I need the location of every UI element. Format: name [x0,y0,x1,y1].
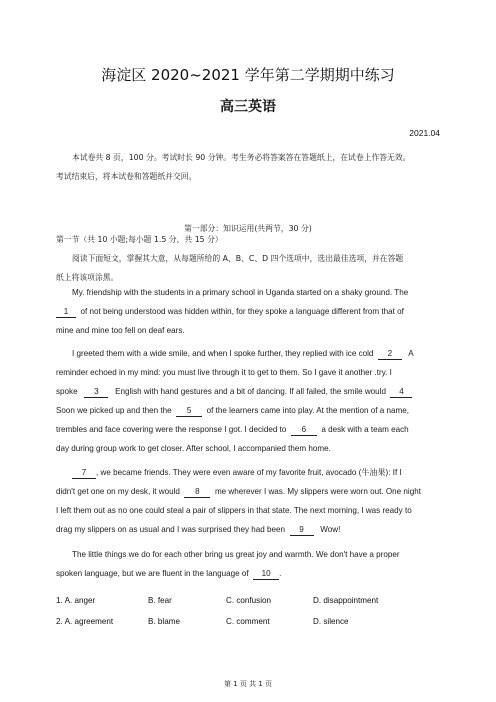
p2-line-5 [56,420,440,439]
exam-date: 2021.04 [409,128,440,138]
p2-text-e: spoke [56,387,78,396]
p4-text-c: . [279,569,282,578]
p2-text-g: Soon we picked up and then the [56,406,172,415]
p1-line-3: mine and mine too fell on deaf ears. [56,326,185,335]
blank-4: 4 [390,386,412,398]
passage-paragraph-2 [56,344,440,458]
p3-line-1 [56,463,440,482]
p3-line-4 [56,520,440,539]
page-footer: 第 1 页 共 1 页 [223,680,273,688]
option-a[interactable]: A. agreement [64,617,114,626]
part-heading: 第一部分：知识运用(共两节，30 分) [184,224,312,233]
question-number: 1. [56,596,63,605]
p2-line-1 [56,344,440,363]
passage-paragraph-1 [56,283,440,340]
p3-text-b: didn't get one on my desk, it would [56,487,180,496]
passage-paragraph-3 [56,463,440,539]
blank-2: 2 [378,348,402,360]
blank-8: 8 [184,486,210,498]
option-c[interactable]: C. confusion [226,596,271,605]
intro-line-1: 本试卷共 8 页，100 分。考试时长 90 分钟。考生务必将答案答在答题纸上，在试卷上作答无效。 [72,153,411,162]
question-2-options [56,617,456,629]
p2-text-a: I greeted them with a wide smile, and when I spoke further, they replied with ice cold [72,349,374,358]
p2-text-i: trembles and face covering were the response I got. I decided to [56,425,287,434]
option-d[interactable]: D. disappointment [313,596,379,605]
option-b[interactable]: B. blame [148,617,180,626]
p2-text-j: a desk with a team each [321,425,409,434]
exam-title: 海淀区 2020~2021 学年第二学期期中练习 [101,66,395,84]
p3-text-f: Wow! [320,525,341,534]
blank-1: 1 [56,306,76,318]
blank-3: 3 [84,386,108,398]
p3-text-e: drag my slippers on as usual and I was surprised they had been [56,525,286,534]
p2-text-f: English with hand gestures and a bit of dancing. If all failed, the smile would [115,387,386,396]
option-d[interactable]: D. silence [313,617,349,626]
blank-9: 9 [290,524,314,536]
p4-text-b: spoken language, but we are fluent in the language of [56,569,249,578]
question-number: 2. [56,617,63,626]
exam-subtitle: 高三英语 [220,99,276,115]
p4-line-2 [56,564,440,583]
p2-text-c: A [408,349,414,358]
p2-line-6: day during group work to get closer. After school, I accompanied them home. [56,444,331,453]
p2-line-2: reminder echoed in my mind: you must live through it to get to them. So I gave it another .try. I [56,368,392,377]
section-heading: 第一节（共 10 小题;每小题 1.5 分，共 15 分） [56,235,223,244]
blank-7: 7 [72,467,96,479]
p2-line-4 [56,401,440,420]
p1-text: of not being understood was hidden within, for they spoke a language different from that of [80,307,404,316]
p3-text-a: , we became friends. They were even aware of my favorite fruit, avocado (牛油果): If I [96,468,402,477]
option-b[interactable]: B. fear [148,596,172,605]
p4-line-1: The little things we do for each other bring us great joy and warmth. We don't have a proper [72,550,400,559]
section-block [56,211,440,287]
p1-line-2 [56,302,440,321]
passage-paragraph-4 [56,545,440,583]
question-1-options [56,596,456,608]
p3-line-2 [56,482,440,501]
option-c[interactable]: C. comment [226,617,270,626]
p3-text-c: me wherever I was. My slippers were worn out. One night [214,487,421,496]
blank-5: 5 [176,405,202,417]
blank-6: 6 [291,424,317,436]
intro-block [56,148,440,186]
instruction-line-1: 阅读下面短文，掌握其大意，从每题所给的 A、B、C、D 四个选项中，选出最佳选项，并在答题 [72,254,404,263]
intro-line-2: 考试结束后，将本试卷和答题纸并交回。 [56,172,197,181]
p1-line-1: My. friendship with the students in a primary school in Uganda started on a shaky ground. The [72,288,409,297]
p2-text-h: of the learners came into play. At the mention of a name, [206,406,409,415]
p2-line-3 [56,382,440,401]
blank-10: 10 [253,568,279,580]
option-a[interactable]: A. anger [64,596,96,605]
p3-line-3: I left them out as no one could steal a pair of slippers in that state. The next morning, I was ready to [56,506,412,515]
instruction-line-2: 纸上将该项涂黑。 [56,273,119,282]
